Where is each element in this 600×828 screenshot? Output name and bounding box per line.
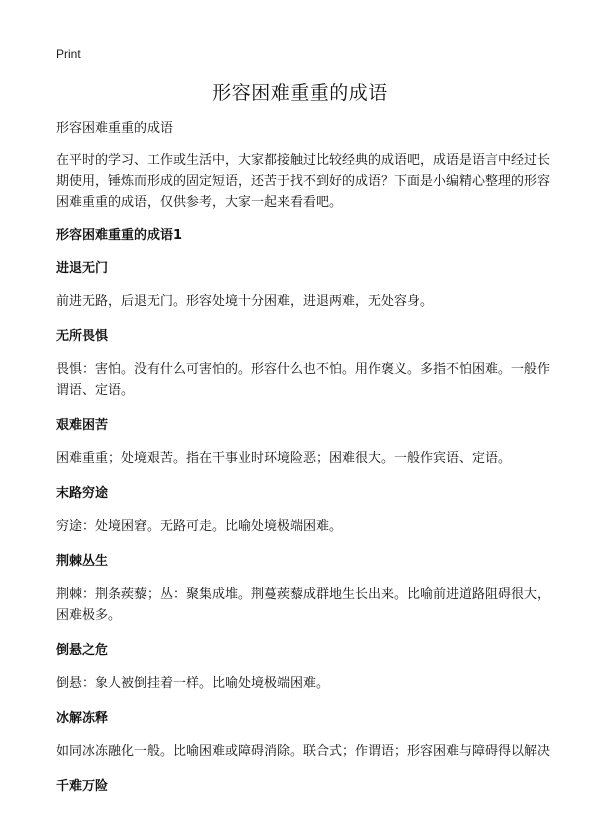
- entry-definition: 荆棘：荆条蒺藜；丛：聚集成堆。荆蔓蒺藜成群地生长出来。比喻前进道路阻碍很大，困难极多。: [56, 587, 551, 623]
- entry-term: 冰解冻释: [56, 711, 109, 726]
- entry-item: [56, 640, 554, 694]
- entry-item: [56, 415, 554, 469]
- entry-item: [56, 258, 554, 312]
- entry-item: [56, 551, 554, 626]
- entry-definition: 畏惧：害怕。没有什么可害怕的。形容什么也不怕。用作褒义。多指不怕困难。一般作谓语、定语。: [56, 362, 551, 398]
- entry-definition: 困难重重；处境艰苦。指在干事业时环境险恶；困难很大。一般作宾语、定语。: [56, 451, 512, 466]
- entry-term: 无所畏惧: [56, 329, 109, 344]
- entry-term: 千难万险: [56, 779, 109, 794]
- article-body: [56, 118, 554, 809]
- entry-definition: 前进无路，后退无门。形容处境十分困难，进退两难，无处容身。: [56, 294, 434, 309]
- entry-item: [56, 326, 554, 401]
- entry-item: [56, 483, 554, 537]
- section-heading: 形容困难重重的成语1: [56, 228, 183, 243]
- entry-term: 荆棘丛生: [56, 554, 109, 569]
- entry-term: 末路穷途: [56, 486, 109, 501]
- entry-definition: 穷途：处境困窘。无路可走。比喻处境极端困难。: [56, 519, 343, 534]
- entry-term: 艰难困苦: [56, 418, 109, 433]
- entry-definition: 如同冰冻融化一般。比喻困难或障碍消除。联合式；作谓语；形容困难与障碍得以解决: [56, 744, 551, 759]
- entry-item: [56, 708, 554, 762]
- entry-term: 进退无门: [56, 261, 109, 276]
- entry-term: 倒悬之危: [56, 643, 109, 658]
- page-title: 形容困难重重的成语: [212, 82, 388, 104]
- entry-definition: 倒悬：象人被倒挂着一样。比喻处境极端困难。: [56, 676, 330, 691]
- entry-list: [56, 258, 554, 797]
- article-subtitle: 形容困难重重的成语: [56, 121, 174, 136]
- article-intro: 在平时的学习、工作或生活中，大家都接触过比较经典的成语吧，成语是语言中经过长期使用，锤炼而形成的固定短语，还苦于找不到好的成语？下面是小编精心整理的形容困难重重的成语，仅供参考，大家一起来看看吧。: [56, 153, 551, 210]
- print-link[interactable]: Print: [56, 47, 81, 61]
- entry-item: [56, 776, 554, 797]
